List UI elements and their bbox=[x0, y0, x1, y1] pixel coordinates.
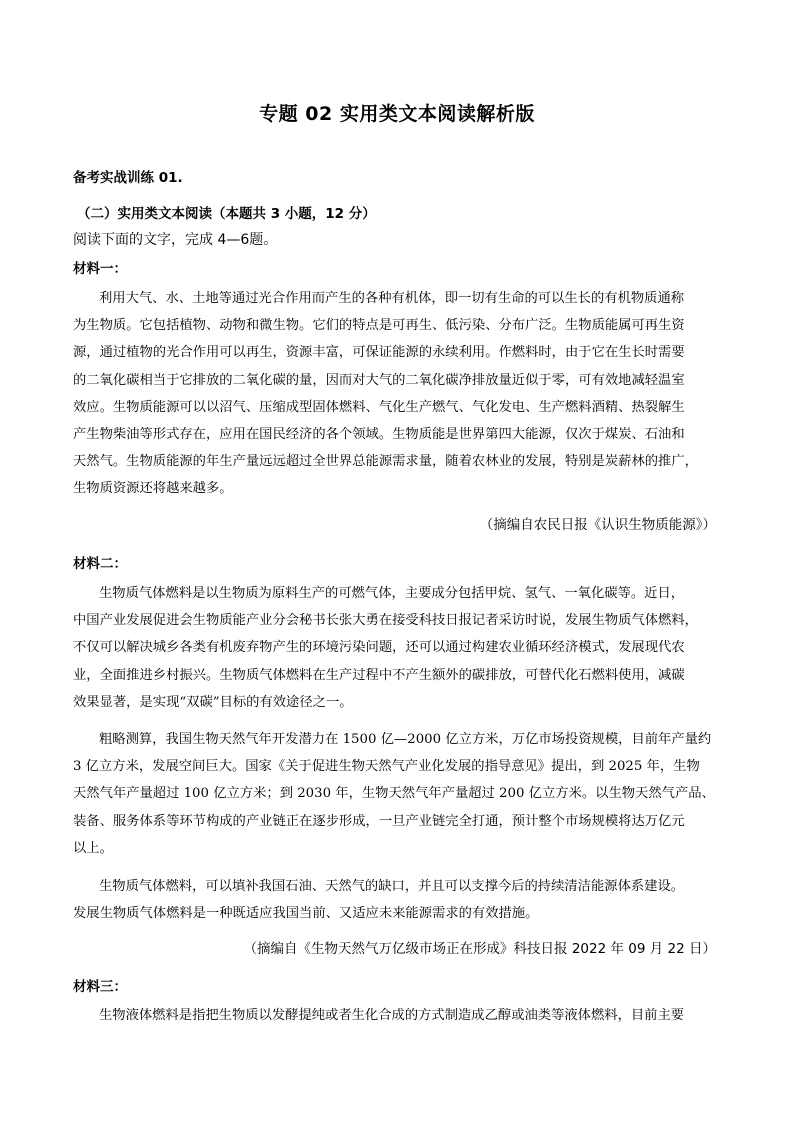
material-2-source: （摘编自《生物天然气万亿级市场正在形成》科技日报 2022 年 09 月 22 日） bbox=[243, 941, 716, 957]
material-1-source: （摘编自农民日报《认识生物质能源》） bbox=[479, 517, 716, 533]
text-line: 生物质资源还将越来越多。 bbox=[73, 481, 233, 497]
text-line: 装备、服务体系等环节构成的产业链正在逐步形成，一旦产业链完全打通，预计整个市场规模将达万亿元 bbox=[73, 813, 685, 829]
text-line: 以上。 bbox=[73, 840, 113, 856]
text-line: 生物质气体燃料，可以填补我国石油、天然气的缺口，并且可以支撑今后的持续清洁能源体系建设。 bbox=[99, 879, 685, 894]
page-title: 专题 02 实用类文本阅读解析版 bbox=[259, 103, 535, 125]
text-line: 发展生物质气体燃料是一种既适应我国当前、又适应未来能源需求的有效措施。 bbox=[73, 906, 539, 922]
material-2-paragraph-1 bbox=[73, 580, 721, 716]
text-line: 产生物柴油等形式存在，应用在国民经济的各个领域。生物质能是世界第四大能源，仅次于煤炭、石油和 bbox=[73, 427, 685, 443]
training-heading: 备考实战训练 01. bbox=[73, 170, 183, 186]
text-line: 效应。生物质能源可以以沼气、压缩成型固体燃料、气化生产燃气、气化发电、生产燃料酒精、热裂解生 bbox=[73, 399, 685, 415]
text-line: 不仅可以解决城乡各类有机废弃物产生的环境污染问题，还可以通过构建农业循环经济模式，发展现代农 bbox=[73, 640, 685, 656]
text-line: 为生物质。它包括植物、动物和微生物。它们的特点是可再生、低污染、分布广泛。生物质能属可再生资 bbox=[73, 318, 685, 334]
material-3-body bbox=[73, 1002, 721, 1029]
material-1-body bbox=[73, 285, 721, 503]
text-line: 业，全面推进乡村振兴。生物质气体燃料在生产过程中不产生额外的碳排放，可替代化石燃料使用，减碳 bbox=[73, 667, 685, 683]
text-line: 粗略测算，我国生物天然气年开发潜力在 1500 亿—2000 亿立方米，万亿市场投资规模，目前年产量约 bbox=[99, 732, 712, 747]
material-2-paragraph-2 bbox=[73, 726, 721, 862]
text-line: 源，通过植物的光合作用可以再生，资源丰富，可保证能源的永续利用。作燃料时，由于它在生长时需要 bbox=[73, 345, 685, 361]
text-line: 中国产业发展促进会生物质能产业分会秘书长张大勇在接受科技日报记者采访时说，发展生物质气体燃料， bbox=[73, 613, 698, 629]
material-2-label: 材料二： bbox=[73, 556, 127, 572]
text-line: 天然气。生物质能源的年生产量远远超过全世界总能源需求量，随着农林业的发展，特别是炭薪林的推广， bbox=[73, 454, 698, 470]
text-line: 效果显著，是实现“双碳”目标的有效途径之一。 bbox=[73, 694, 353, 710]
text-line: 3 亿立方米，发展空间巨大。国家《关于促进生物天然气产业化发展的指导意见》提出，到 2025 年，生物 bbox=[73, 759, 700, 775]
text-line: 利用大气、水、土地等通过光合作用而产生的各种有机体，即一切有生命的可以生长的有机物质通称 bbox=[99, 291, 685, 306]
material-1-label: 材料一： bbox=[73, 261, 127, 277]
material-2-paragraph-3 bbox=[73, 873, 721, 927]
instruction-text: 阅读下面的文字，完成 4—6题。 bbox=[73, 232, 278, 248]
text-line: 生物质气体燃料是以生物质为原料生产的可燃气体，主要成分包括甲烷、氢气、一氧化碳等。近日， bbox=[99, 586, 685, 601]
text-line: 天然气年产量超过 100 亿立方米；到 2030 年，生物天然气年产量超过 200 亿立方米。以生物天然气产品、 bbox=[73, 786, 715, 802]
text-line: 生物液体燃料是指把生物质以发酵提纯或者生化合成的方式制造成乙醇或油类等液体燃料，目前主要 bbox=[99, 1008, 685, 1023]
material-3-label: 材料三： bbox=[73, 979, 127, 995]
text-line: 的二氧化碳相当于它排放的二氧化碳的量，因而对大气的二氧化碳净排放量近似于零，可有效地减轻温室 bbox=[73, 372, 685, 388]
section-heading: （二）实用类文本阅读（本题共 3 小题，12 分） bbox=[77, 206, 376, 222]
